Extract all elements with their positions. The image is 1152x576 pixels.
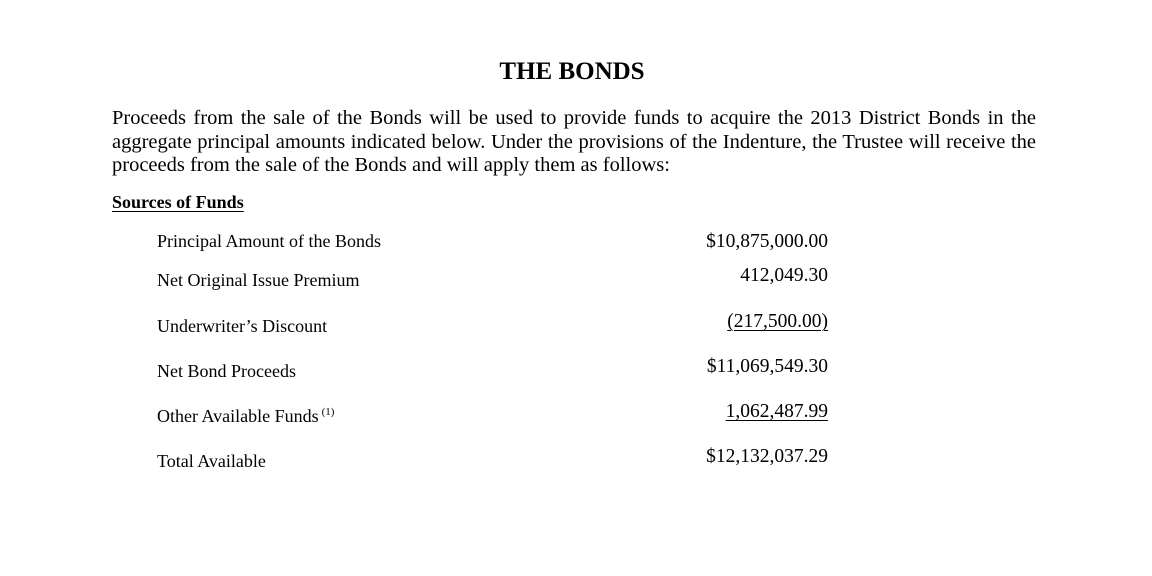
intro-paragraph: Proceeds from the sale of the Bonds will be used to provide funds to acquire the 2013 District Bonds in the aggregate principal amounts indicated below. Under the provisions of the Indenture, the Trustee will receive the proceeds from the sale of the Bonds and will apply them as follows: — [112, 107, 1036, 176]
row-label-net-bond-proceeds: Net Bond Proceeds — [157, 361, 296, 381]
row-value-total-available: $12,132,037.29 — [706, 446, 828, 467]
row-value-other-available-funds: 1,062,487.99 — [725, 401, 828, 422]
row-label-other-available-funds: Other Available Funds $^{(1)}$ — [157, 406, 335, 426]
row-value-net-original-issue-premium: 412,049.30 — [740, 265, 828, 286]
row-value-net-bond-proceeds: $11,069,549.30 — [706, 356, 828, 377]
row-label-total-available: Total Available — [157, 451, 266, 471]
row-value-principal-amount: $10,875,000.00 — [706, 231, 828, 252]
row-label-principal-amount: Principal Amount of the Bonds — [157, 231, 381, 251]
row-label-underwriters-discount: Underwriter’s Discount — [157, 316, 328, 336]
footnote-marker: (1) — [321, 406, 335, 418]
section-title: THE BONDS — [499, 58, 645, 85]
sources-of-funds-heading: Sources of Funds — [112, 192, 244, 212]
row-label-net-original-issue-premium: Net Original Issue Premium — [157, 270, 360, 290]
row-value-underwriters-discount: (217,500.00) — [727, 311, 828, 332]
